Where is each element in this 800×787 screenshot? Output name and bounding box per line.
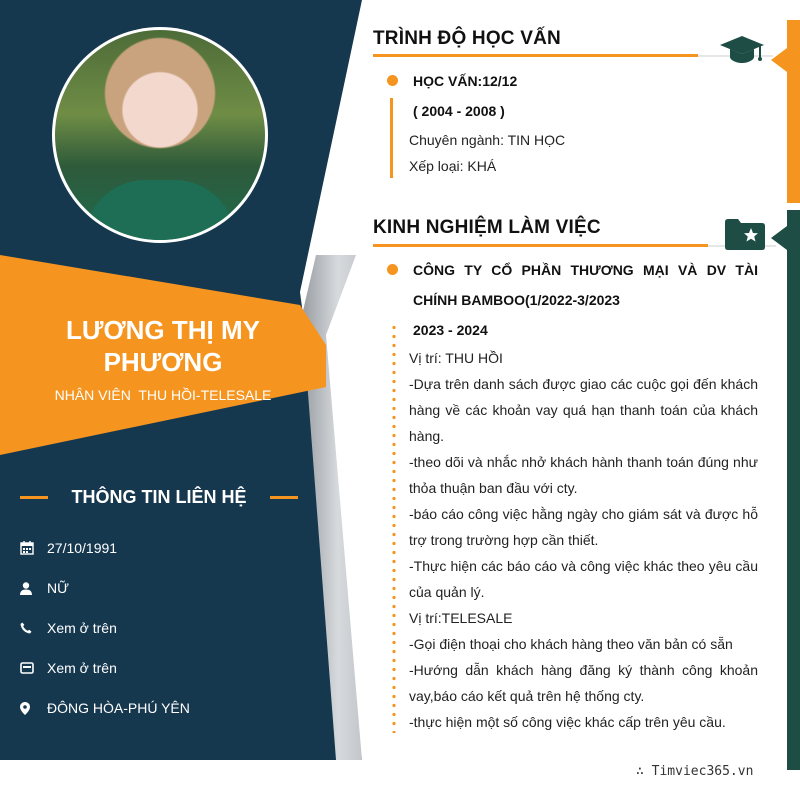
name-line-2: PHƯƠNG bbox=[103, 347, 223, 377]
duty-line: -thực hiện một số công việc khác cấp trên yêu cầu. bbox=[409, 714, 726, 730]
address-value: ĐÔNG HÒA-PHÚ YÊN bbox=[47, 700, 190, 716]
experience-heading-underline bbox=[373, 244, 708, 247]
contact-heading bbox=[20, 486, 298, 508]
calendar-icon bbox=[20, 541, 47, 555]
education-edge-stripe bbox=[787, 20, 800, 203]
education-edge-arrow bbox=[771, 48, 787, 72]
company-name-line-2: CHÍNH BAMBOO(1/2022-3/2023 bbox=[413, 292, 620, 308]
graduation-cap-icon bbox=[720, 36, 764, 69]
contact-birthday bbox=[20, 528, 190, 568]
duty-line: -Dựa trên danh sách được giao các cuộc gọi đến khách hàng về các khoản vay quá hạn thanh toán của khách hàng. bbox=[409, 376, 758, 444]
education-bullet bbox=[387, 75, 398, 86]
education-grade: Xếp loại: KHÁ bbox=[409, 158, 497, 174]
candidate-name bbox=[0, 314, 326, 378]
phone-icon bbox=[20, 622, 47, 634]
job-title: NHÂN VIÊN THU HỒI-TELESALE bbox=[54, 387, 272, 403]
experience-timeline bbox=[392, 323, 396, 733]
folder-star-icon bbox=[725, 218, 765, 255]
company-name-line-1: CÔNG TY CỔ PHẦN THƯƠNG MẠI VÀ DV TÀI bbox=[413, 262, 758, 278]
education-major: Chuyên ngành: TIN HỌC bbox=[409, 132, 566, 148]
experience-edge-stripe bbox=[787, 210, 800, 770]
experience-period: 2023 - 2024 bbox=[413, 322, 488, 338]
education-timeline bbox=[390, 98, 393, 178]
contact-address bbox=[20, 688, 190, 728]
contact-email bbox=[20, 648, 190, 688]
education-level: HỌC VẤN:12/12 bbox=[413, 73, 518, 89]
education-heading: TRÌNH ĐỘ HỌC VẤN bbox=[373, 28, 561, 49]
email-icon bbox=[20, 662, 47, 674]
experience-heading: KINH NGHIỆM LÀM VIỆC bbox=[373, 217, 601, 238]
experience-description bbox=[409, 345, 758, 735]
duty-line: -Gọi điện thoại cho khách hàng theo văn bản có sẵn bbox=[409, 636, 733, 652]
birthday-value: 27/10/1991 bbox=[47, 540, 118, 556]
location-icon bbox=[20, 702, 47, 715]
education-heading-underline bbox=[373, 54, 698, 57]
contact-heading-label: THÔNG TIN LIÊN HỆ bbox=[71, 486, 247, 507]
email-value: Xem ở trên bbox=[47, 660, 117, 676]
phone-value: Xem ở trên bbox=[47, 620, 117, 636]
education-period: ( 2004 - 2008 ) bbox=[413, 103, 505, 119]
duty-line: -Hướng dẫn khách hàng đăng ký thành công khoản vay,báo cáo kết quả trên hệ thống cty. bbox=[409, 662, 758, 704]
user-icon bbox=[20, 582, 47, 595]
position-line: Vị trí:TELESALE bbox=[409, 610, 513, 626]
position-line: Vị trí: THU HỒI bbox=[409, 350, 503, 366]
profile-photo bbox=[55, 30, 265, 240]
name-line-1: LƯƠNG THỊ MY bbox=[66, 315, 260, 345]
contact-list bbox=[20, 528, 190, 728]
gender-value: NỮ bbox=[47, 580, 70, 596]
contact-gender bbox=[20, 568, 190, 608]
contact-phone bbox=[20, 608, 190, 648]
duty-line: -báo cáo công việc hằng ngày cho giám sát và được hỗ trợ trong trường hợp cần thiết. bbox=[409, 506, 758, 548]
duty-line: -theo dõi và nhắc nhở khách hành thanh toán đúng như thỏa thuận ban đầu với cty. bbox=[409, 454, 758, 496]
experience-bullet bbox=[387, 264, 398, 275]
watermark: ∴ Timviec365.vn bbox=[636, 764, 754, 779]
duty-line: -Thực hiện các báo cáo và công việc khác theo yêu cầu của quản lý. bbox=[409, 558, 758, 600]
avatar bbox=[52, 27, 268, 243]
